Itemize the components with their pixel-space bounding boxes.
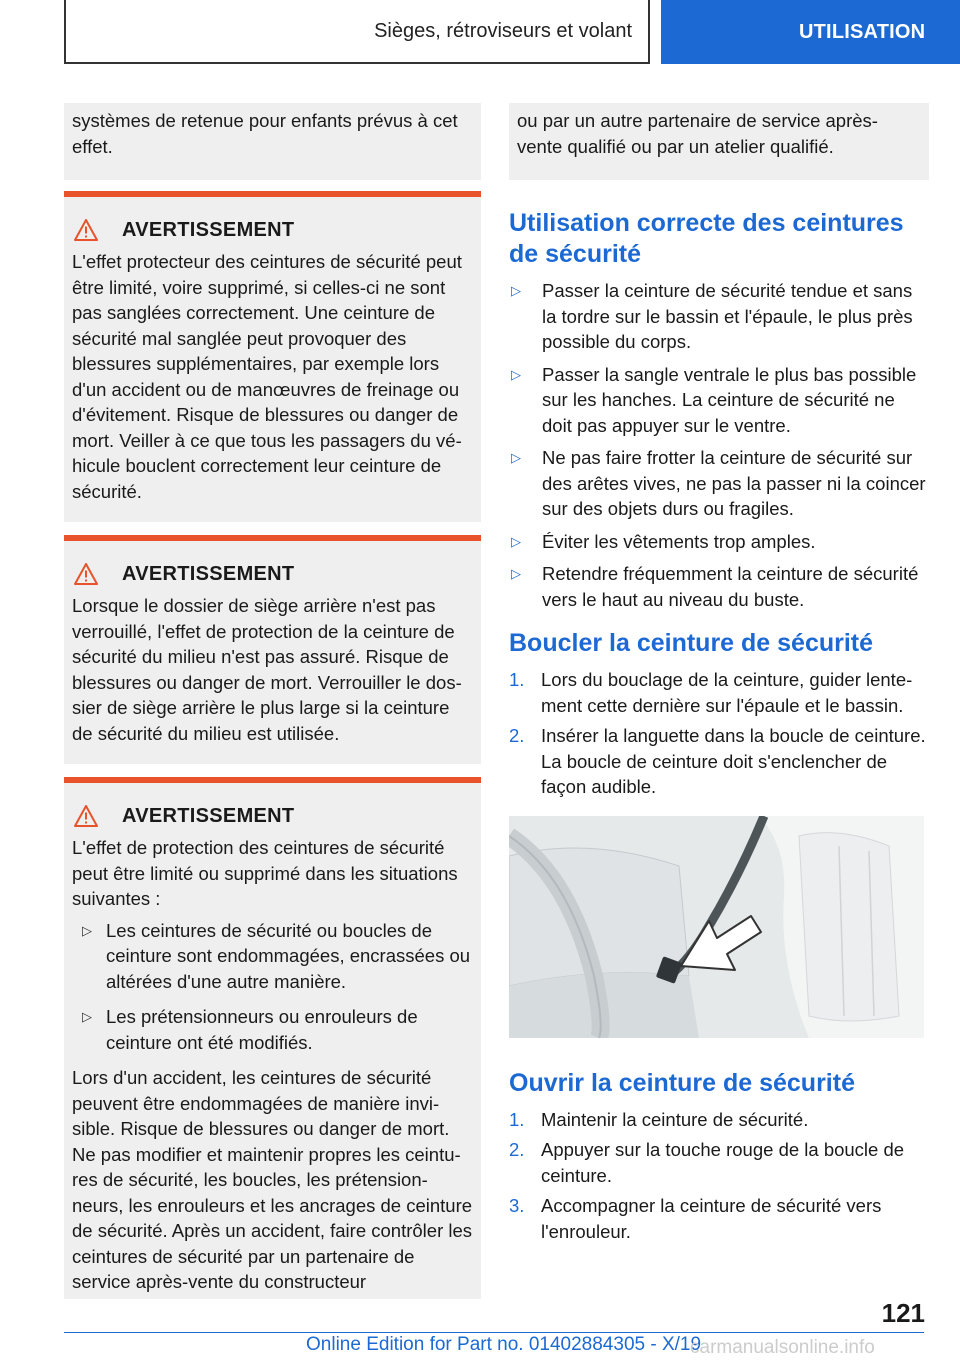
warning-title: AVERTISSEMENT: [122, 804, 295, 827]
numbered-list: [509, 667, 929, 800]
header-chapter-tab: [661, 0, 960, 64]
continued-box: [64, 103, 481, 180]
warning-header: [72, 799, 473, 833]
warning-text: L'effet de protection des ceintures de sécurité peut être limité ou supprimé dans les situations suivantes :: [72, 837, 458, 909]
warning-box: [64, 535, 481, 764]
triangle-bullet-icon: ▷: [511, 283, 521, 298]
list-item: ▷ Les ceintures de sécurité ou boucles de ceinture sont endommagées, encrassées ou altérées d'une autre manière.: [72, 918, 473, 995]
list-item: ▷ Éviter les vêtements trop amples.: [509, 529, 929, 555]
continued-box: [509, 103, 929, 180]
continued-text: ou par un autre partenaire de service après-vente qualifié ou par un atelier qualifié.: [517, 110, 878, 157]
warning-triangle-icon: [74, 219, 98, 241]
warning-text-continued: Lors d'un accident, les ceintures de sécurité peuvent être endommagées de manière invisible. Risque de blessures ou danger de mort. Ne pas modifier et maintenir propres les ceintures de sécurité, les boucles, les prétensionneurs, les enrouleurs et les ancrages de ceinture de sécurité. Après un accident, faire contrôler les ceintures de sécurité par un partenaire de service après-vente du constructeur: [72, 1067, 473, 1292]
triangle-bullet-icon: ▷: [511, 450, 521, 465]
warning-box: [64, 191, 481, 522]
section-heading: Ouvrir la ceinture de sécurité: [509, 1068, 855, 1097]
right-column: [509, 103, 929, 1249]
triangle-bullet-icon: ▷: [511, 366, 521, 382]
warning-text: Lorsque le dossier de siège arrière n'est pas verrouillé, l'effet de protection de la ceinture de sécurité du milieu n'est pas assuré. Risque de blessures ou danger de mort. Verrouiller le dossier de siège arrière le plus large si la ceinture de sécurité du milieu est utilisée.: [72, 595, 462, 744]
list-item: ▷ Passer la sangle ventrale le plus bas possible sur les hanches. La ceinture de sécurité ne doit pas appuyer sur le ventre.: [509, 362, 929, 439]
list-item: ▷ Retendre fréquemment la ceinture de sécurité vers le haut au niveau du buste.: [509, 561, 929, 612]
left-column: [64, 103, 481, 1299]
header-section: [64, 0, 650, 64]
warning-title: AVERTISSEMENT: [122, 218, 295, 241]
page-number: 121: [881, 1298, 925, 1328]
seatbelt-buckle-image: [509, 816, 924, 1038]
list-item: 3. Accompagner la ceinture de sécurité vers l'enrouleur.: [509, 1195, 882, 1242]
triangle-bullet-icon: ▷: [82, 922, 92, 938]
seatbelt-illustration: [509, 816, 924, 1038]
triangle-bullet-icon: ▷: [511, 533, 521, 549]
triangle-bullet-icon: ▷: [82, 1009, 92, 1024]
list-item: ▷ Ne pas faire frotter la ceinture de sécurité sur des arêtes vives, ne pas la passer ni la coincer sur des objets durs ou fragiles.: [509, 445, 929, 522]
section-title: Sièges, rétroviseurs et volant: [374, 19, 632, 42]
chapter-title: UTILISATION: [799, 20, 926, 43]
warning-title: AVERTISSEMENT: [122, 562, 295, 585]
warning-list: [72, 918, 473, 1056]
section-heading: Utilisation correcte des ceintures de sécurité: [509, 209, 904, 268]
warning-header: [72, 213, 473, 247]
section-heading: Boucler la ceinture de sécurité: [509, 629, 874, 657]
warning-triangle-icon: [74, 563, 98, 585]
edition-text: Online Edition for Part no. 01402884305 - X/19: [306, 1334, 702, 1355]
list-item: 1. Maintenir la ceinture de sécurité.: [509, 1108, 809, 1130]
bullet-list: [509, 278, 929, 612]
numbered-list: [509, 1107, 929, 1245]
triangle-bullet-icon: ▷: [511, 566, 521, 581]
continued-text: systèmes de retenue pour enfants prévus à cet effet.: [72, 110, 458, 157]
list-item: 2. Insérer la languette dans la boucle de ceinture. La boucle de ceinture doit s'enclencher de façon audible.: [509, 725, 926, 797]
list-item: 2. Appuyer sur la touche rouge de la boucle de ceinture.: [509, 1139, 905, 1186]
warning-box: [64, 777, 481, 1299]
warning-triangle-icon: [74, 805, 98, 827]
list-item: 1. Lors du bouclage de la ceinture, guider lentement cette dernière sur l'épaule et le bassin.: [509, 669, 913, 716]
warning-header: [72, 557, 473, 591]
list-item: ▷ Passer la ceinture de sécurité tendue et sans la tordre sur le bassin et l'épaule, le plus près possible du corps.: [509, 278, 929, 355]
watermark: carmanualsonline.info: [690, 1337, 875, 1358]
list-item: ▷ Les prétensionneurs ou enrouleurs de ceinture ont été modifiés.: [72, 1004, 473, 1055]
footer-divider: [64, 1332, 924, 1333]
warning-text: L'effet protecteur des ceintures de sécurité peut être limité, voire supprimé, si celles-ci ne sont pas sanglées correctement. Une ceinture de sécurité mal sanglée peut provoquer des blessures supplémentaires, par exemple lors d'un accident ou de manœuvres de freinage ou d'évitement. Risque de blessures ou danger de mort. Veiller à ce que tous les passagers du véhicule bouclent correctement leur ceinture de sécurité.: [72, 251, 462, 502]
